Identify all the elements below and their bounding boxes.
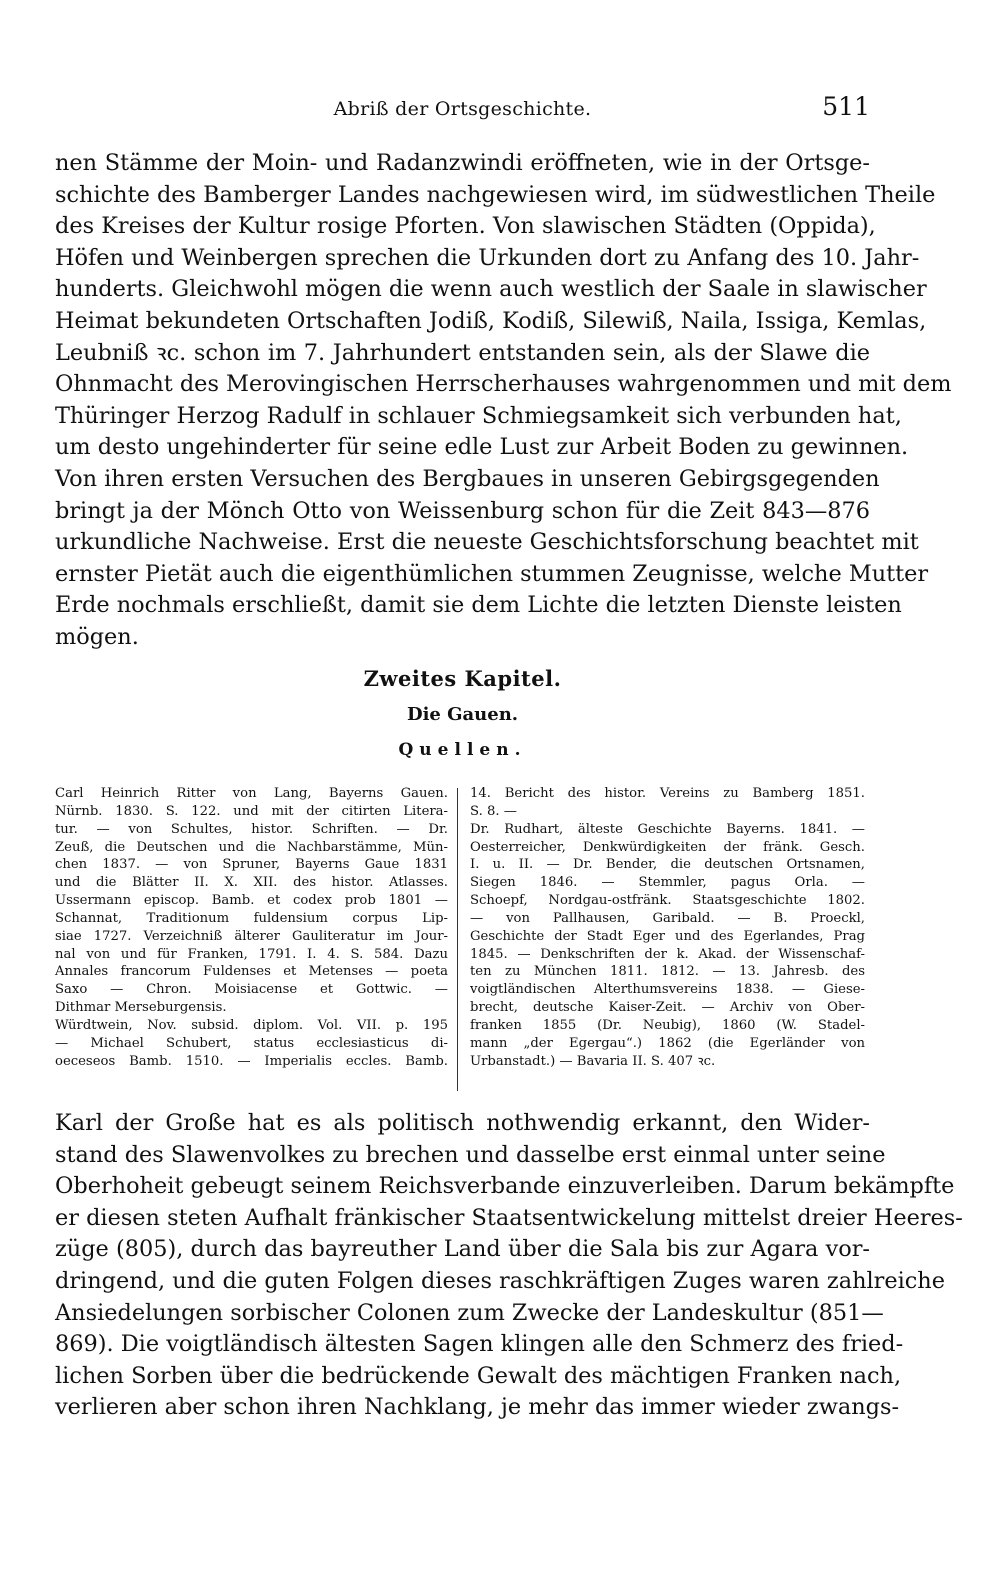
source-line: Geschichte der Stadt Eger und des Egerlandes, Prag (470, 928, 865, 944)
text-line: hunderts. Gleichwohl mögen die wenn auch westlich der Saale in slawischer (55, 276, 927, 303)
text-line: Karl der Große hat es als politisch nothwendig erkannt, den Wider- (55, 1110, 870, 1136)
source-line: Siegen 1846. — Stemmler, pagus Orla. — (470, 875, 865, 891)
source-line: mann „der Egergau“.) 1862 (die Egerländer von (470, 1035, 865, 1051)
source-line: I. u. II. — Dr. Bender, die deutschen Ortsnamen, (470, 857, 865, 873)
source-line: brecht, deutsche Kaiser-Zeit. — Archiv von Ober- (470, 1000, 865, 1016)
text-line: verlieren aber schon ihren Nachklang, je mehr das immer wieder zwangs- (55, 1394, 900, 1421)
text-line: 869). Die voigtländisch ältesten Sagen klingen alle den Schmerz des fried- (55, 1331, 904, 1358)
source-line: Saxo — Chron. Moisiacense et Gottwic. — (55, 982, 448, 998)
sources-left-column (55, 785, 448, 1071)
source-line: Schannat, Traditionum fuldensium corpus Lip- (55, 910, 448, 926)
column-divider (457, 788, 458, 1091)
text-line: Höfen und Weinbergen sprechen die Urkunden dort zu Anfang des 10. Jahr- (55, 244, 920, 271)
source-line: 14. Bericht des histor. Vereins zu Bamberg 1851. (470, 786, 865, 801)
source-line: Annales francorum Fuldenses et Metenses — poeta (55, 964, 448, 980)
sources-heading: Quellen. (398, 740, 527, 760)
source-line: und die Blätter II. X. XII. des histor. Atlasses. (55, 875, 448, 891)
source-line: Carl Heinrich Ritter von Lang, Bayerns Gauen. (55, 786, 448, 801)
text-line: Leubniß ꝛc. schon im 7. Jahrhundert entstanden sein, als der Slawe die (55, 339, 870, 366)
source-line: tur. — von Schultes, histor. Schriften. — Dr. (55, 821, 448, 837)
source-line: — Michael Schubert, status ecclesiasticus di- (55, 1035, 448, 1051)
page-number: 511 (822, 92, 870, 121)
source-line: nal von und für Franken, 1791. I. 4. S. 584. Dazu (55, 946, 448, 962)
section-title: Die Gauen. (406, 704, 519, 725)
text-line: Heimat bekundeten Ortschaften Jodiß, Kodiß, Silewiß, Naila, Issiga, Kemlas, (55, 307, 927, 334)
text-line: schichte des Bamberger Landes nachgewiesen wird, im südwestlichen Theile (55, 181, 936, 208)
source-line: oeceseos Bamb. 1510. — Imperialis eccles. Bamb. (55, 1053, 448, 1069)
text-line: urkundliche Nachweise. Erst die neueste Geschichtsforschung beachtet mit (55, 529, 919, 556)
source-line: ten zu München 1811. 1812. — 13. Jahresb. des (470, 964, 865, 980)
source-line: — von Pallhausen, Garibald. — B. Proeckl, (470, 910, 865, 926)
source-line: Urbanstadt.) — Bavaria II. S. 407 ꝛc. (470, 1053, 716, 1069)
source-line: Dr. Rudhart, älteste Geschichte Bayerns. 1841. — (470, 821, 865, 837)
text-line: Erde nochmals erschließt, damit sie dem Lichte die letzten Dienste leisten (55, 592, 902, 619)
text-line: bringt ja der Mönch Otto von Weissenburg schon für die Zeit 843—876 (55, 497, 870, 524)
source-line: Würdtwein, Nov. subsid. diplom. Vol. VII. p. 195 (55, 1017, 448, 1033)
source-line: franken 1855 (Dr. Neubig), 1860 (W. Stadel- (470, 1017, 865, 1033)
text-line: stand des Slawenvolkes zu brechen und dasselbe erst einmal unter seine (55, 1141, 886, 1168)
source-line: Schoepf, Nordgau-ostfränk. Staatsgeschichte 1802. (470, 893, 865, 909)
source-line: Zeuß, die Deutschen und die Nachbarstämme, Mün- (55, 839, 448, 855)
text-line: Ohnmacht des Merovingischen Herrscherhauses wahrgenommen und mit dem (55, 371, 952, 398)
sources-right-column (470, 785, 865, 1071)
text-line: Von ihren ersten Versuchen des Bergbaues in unseren Gebirgsgegenden (55, 465, 880, 492)
text-line: züge (805), durch das bayreuther Land über die Sala bis zur Agara vor- (55, 1236, 870, 1263)
source-line: voigtländischen Alterthumsvereins 1838. — Giese- (470, 982, 865, 998)
text-line: nen Stämme der Moin- und Radanzwindi eröffneten, wie in der Ortsge- (55, 150, 870, 176)
text-line: um desto ungehinderter für seine edle Lust zur Arbeit Boden zu gewinnen. (55, 434, 909, 461)
source-line: siae 1727. Verzeichniß älterer Gauliteratur im Jour- (55, 928, 448, 944)
source-line: chen 1837. — von Spruner, Bayerns Gaue 1831 (55, 857, 448, 873)
source-line: 1845. — Denkschriften der k. Akad. der Wissenschaf- (470, 946, 865, 962)
text-line: Ansiedelungen sorbischer Colonen zum Zwecke der Landeskultur (851— (55, 1299, 884, 1326)
page-header (55, 92, 870, 126)
running-title: Abriß der Ortsgeschichte. (333, 98, 592, 120)
text-line: lichen Sorben über die bedrückende Gewalt des mächtigen Franken nach, (55, 1362, 902, 1389)
source-line: Nürnb. 1830. S. 122. und mit der citirten Litera- (55, 803, 448, 819)
text-line: ernster Pietät auch die eigenthümlichen stummen Zeugnisse, welche Mutter (55, 560, 929, 587)
chapter-title: Zweites Kapitel. (363, 666, 562, 691)
text-line: dringend, und die guten Folgen dieses raschkräftigen Zuges waren zahlreiche (55, 1267, 945, 1294)
source-line: Oesterreicher, Denkwürdigkeiten der fränk. Gesch. (470, 839, 865, 855)
source-line: Dithmar Merseburgensis. (55, 1000, 227, 1016)
bottom-paragraph (55, 1108, 963, 1424)
text-line: Thüringer Herzog Radulf in schlauer Schmiegsamkeit sich verbunden hat, (55, 402, 902, 429)
top-paragraph (55, 148, 952, 654)
text-line: Oberhoheit gebeugt seinem Reichsverbande einzuverleiben. Darum bekämpfte (55, 1173, 955, 1200)
source-line: Ussermann episcop. Bamb. et codex prob 1801 — (55, 893, 448, 909)
text-line: er diesen steten Aufhalt fränkischer Staatsentwickelung mittelst dreier Heeres- (55, 1204, 963, 1231)
source-line: S. 8. — (470, 803, 517, 819)
text-line: mögen. (55, 623, 139, 650)
text-line: des Kreises der Kultur rosige Pforten. Von slawischen Städten (Oppida), (55, 213, 876, 240)
